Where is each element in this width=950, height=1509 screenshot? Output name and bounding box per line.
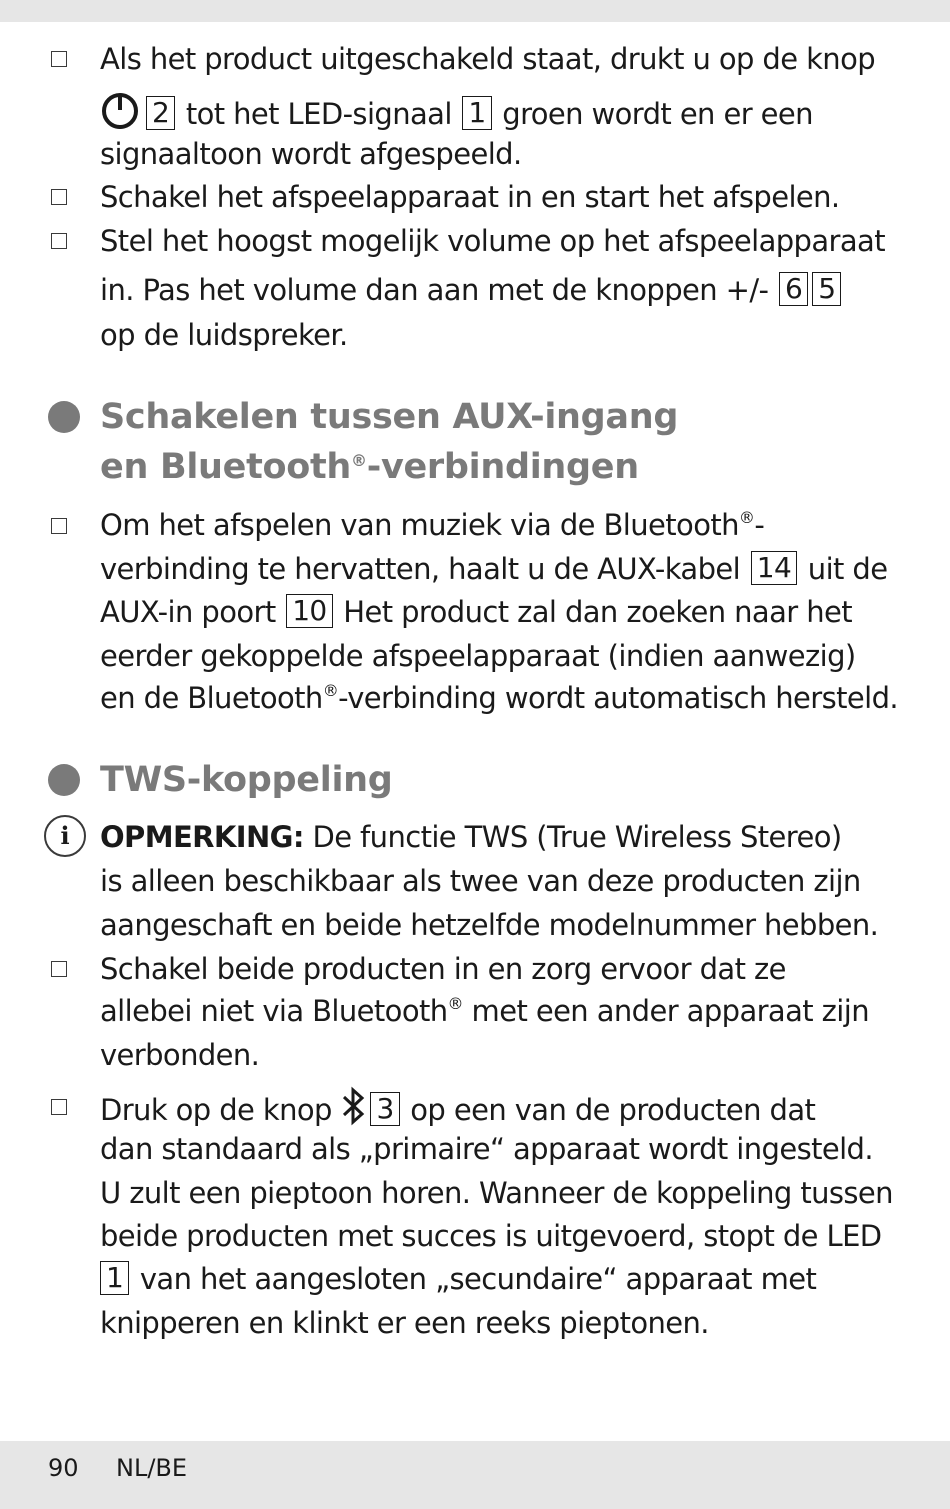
power-icon xyxy=(100,90,140,130)
text-line: AUX-in poort 10 Het product zal dan zoeken naar het xyxy=(100,594,852,629)
ref-number-box: 10 xyxy=(286,594,332,628)
text-line: verbonden. xyxy=(100,1038,260,1072)
checkbox-bullet xyxy=(51,233,67,249)
ref-number-box: 2 xyxy=(146,96,175,130)
note-line: OPMERKING: De functie TWS (True Wireless Stereo) xyxy=(100,820,842,854)
section-bullet xyxy=(48,401,80,433)
note-line: is alleen beschikbaar als twee van deze producten zijn xyxy=(100,864,861,898)
text-line: U zult een pieptoon horen. Wanneer de koppeling tussen xyxy=(100,1176,893,1210)
text-line: op de luidspreker. xyxy=(100,318,348,352)
info-icon: i xyxy=(44,815,86,857)
text-line: Om het afspelen van muziek via de Bluetooth®- xyxy=(100,508,765,542)
text-line: eerder gekoppelde afspeelapparaat (indien aanwezig) xyxy=(100,639,856,673)
text-line: allebei niet via Bluetooth® met een ander apparaat zijn xyxy=(100,994,869,1028)
text-line: dan standaard als „primaire“ apparaat wordt ingesteld. xyxy=(100,1132,873,1166)
text-line: in. Pas het volume dan aan met de knoppen +/- 6 5 xyxy=(100,270,843,310)
ref-number-box: 1 xyxy=(462,96,491,130)
top-bar xyxy=(0,0,950,22)
checkbox-bullet xyxy=(51,51,67,67)
ref-number-box: 5 xyxy=(812,272,841,306)
ref-number-box: 14 xyxy=(751,551,797,585)
text-line: Schakel het afspeelapparaat in en start het afspelen. xyxy=(100,180,840,214)
section-heading: TWS-koppeling xyxy=(100,760,393,800)
checkbox-bullet xyxy=(51,961,67,977)
checkbox-bullet xyxy=(51,189,67,205)
bluetooth-icon xyxy=(340,1086,366,1126)
page-number: 90 xyxy=(48,1454,79,1482)
text-line: beide producten met succes is uitgevoerd, stopt de LED xyxy=(100,1219,882,1253)
note-line: aangeschaft en beide hetzelfde modelnummer hebben. xyxy=(100,908,879,942)
text-line: Stel het hoogst mogelijk volume op het afspeelapparaat xyxy=(100,224,885,258)
text-line: knipperen en klinkt er een reeks pieptonen. xyxy=(100,1306,709,1340)
checkbox-bullet xyxy=(51,518,67,534)
text-line: en de Bluetooth®-verbinding wordt automatisch hersteld. xyxy=(100,681,899,715)
text-line: verbinding te hervatten, haalt u de AUX-kabel 14 uit de xyxy=(100,551,888,586)
ref-number-box: 1 xyxy=(100,1261,129,1295)
section-heading: en Bluetooth®-verbindingen xyxy=(100,447,639,487)
language-code: NL/BE xyxy=(116,1454,188,1482)
ref-number-box: 6 xyxy=(779,272,808,306)
checkbox-bullet xyxy=(51,1099,67,1115)
text-line: Druk op de knop 3 op een van de producten dat xyxy=(100,1086,815,1130)
section-bullet xyxy=(48,764,80,796)
text-line: 1 van het aangesloten „secundaire“ apparaat met xyxy=(100,1259,816,1299)
note-label: OPMERKING: xyxy=(100,820,304,854)
ref-number-box: 3 xyxy=(370,1092,399,1126)
text-line: signaaltoon wordt afgespeeld. xyxy=(100,137,522,171)
text-line: Schakel beide producten in en zorg ervoor dat ze xyxy=(100,952,786,986)
text-line: Als het product uitgeschakeld staat, drukt u op de knop xyxy=(100,42,876,76)
text-line: 2 tot het LED-signaal 1 groen wordt en er een xyxy=(100,90,813,134)
section-heading: Schakelen tussen AUX-ingang xyxy=(100,397,679,437)
